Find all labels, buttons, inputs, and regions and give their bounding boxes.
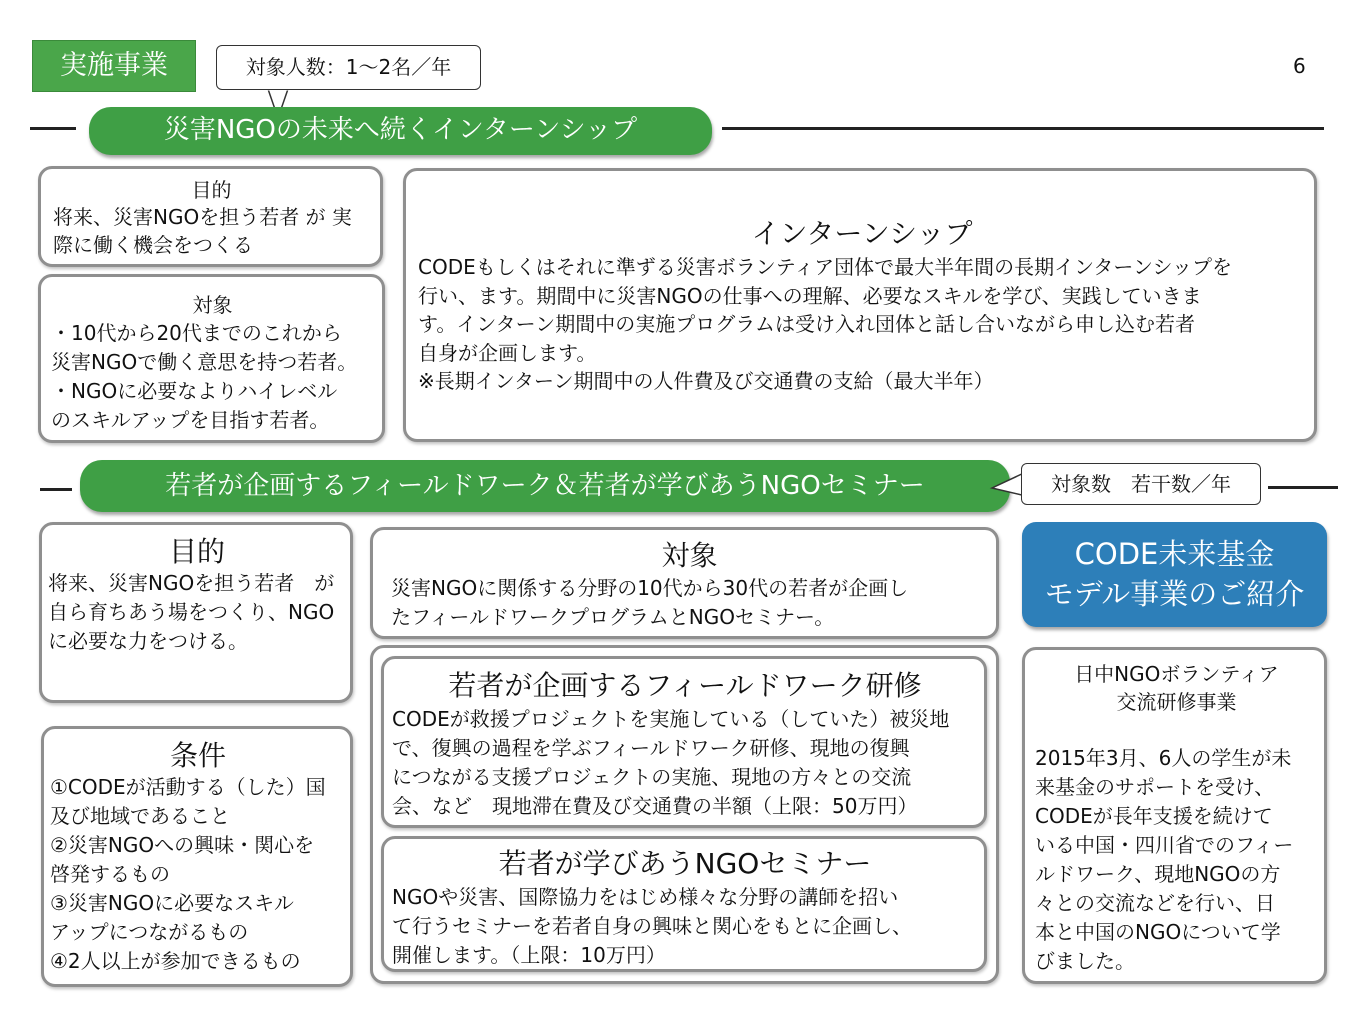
conditions-text: ①CODEが活動する（した）国 及び地域であること ②災害NGOへの興味・関心を 啓発するもの ③災害NGOに必要なスキル アップにつながるもの ④2人以上が参加できるもの	[50, 775, 326, 973]
internship-main-title: インターンシップ	[751, 217, 973, 250]
fieldwork-target-box	[370, 527, 999, 639]
internship-target-text: ・10代から20代までのこれから 災害NGOで働く意思を持つ若者。 ・NGOに必要なよりハイレベル のスキルアップを目指す若者。	[51, 321, 358, 432]
model-project-box	[1022, 647, 1327, 984]
model-project-title: 日中NGOボランティア 交流研修事業	[1074, 662, 1279, 714]
internship-purpose-title: 目的	[191, 178, 232, 202]
internship-main-box	[403, 168, 1317, 442]
internship-banner: 災害NGOの未来へ続くインターンシップ	[89, 107, 712, 155]
page-number: 6	[1293, 54, 1306, 78]
internship-target-count: 対象人数：1～2名／年	[216, 45, 481, 90]
fieldwork-target-count: 対象数 若干数／年	[1021, 463, 1261, 505]
conditions-title: 条件	[169, 739, 226, 772]
internship-purpose-box	[38, 166, 383, 267]
fieldwork-target-title: 対象	[661, 539, 718, 572]
fieldwork-purpose-box	[39, 522, 353, 703]
seminar-text: NGOや災害、国際協力をはじめ様々な分野の講師を招い て行うセミナーを若者自身の興味と関心をもとに企画し、 開催します。（上限：10万円）	[392, 885, 912, 967]
fieldwork-purpose-text: 将来、災害NGOを担う若者 が 自ら育ちあう場をつくり、NGO に必要な力をつける。	[48, 571, 335, 653]
divider-right	[722, 127, 1324, 130]
fieldwork-purpose-title: 目的	[168, 535, 225, 568]
fieldwork-banner: 若者が企画するフィールドワーク＆若者が学びあうNGOセミナー	[80, 460, 1010, 512]
fieldwork-training-box	[381, 656, 987, 828]
internship-purpose-text: 将来、災害NGOを担う若者 が 実 際に働く機会をつくる	[53, 205, 352, 257]
section-tag: 実施事業	[32, 40, 196, 92]
seminar-title: 若者が学びあうNGOセミナー	[498, 847, 872, 880]
internship-target-box	[38, 274, 385, 443]
divider-left	[30, 127, 76, 130]
fieldwork-training-title: 若者が企画するフィールドワーク研修	[448, 669, 922, 702]
conditions-box	[41, 726, 353, 987]
internship-main-text: CODEもしくはそれに準ずる災害ボランティア団体で最大半年間の長期インターンシップを 行い、ます。期間中に災害NGOの仕事への理解、必要なスキルを学び、実践していきま す。インターン期間中の実施プログラムは受け入れ団体と話し合いながら申し込む若者 自身が企画します。 ※長期インターン期間中の人件費及び交通費の支給（最大半年）	[418, 255, 1233, 393]
model-project-badge: CODE未来基金 モデル事業のご紹介	[1022, 522, 1327, 627]
fieldwork-target-text: 災害NGOに関係する分野の10代から30代の若者が企画し たフィールドワークプログラムとNGOセミナー。	[391, 576, 909, 629]
divider-left-2	[40, 488, 72, 491]
seminar-box	[381, 836, 987, 972]
model-project-text: 2015年3月、6人の学生が未 来基金のサポートを受け、 CODEが長年支援を続けて いる中国・四川省でのフィー ルドワーク、現地NGOの方 々との交流などを行い、日 本と中国のNGOについて学 びました。	[1035, 746, 1294, 973]
fieldwork-training-text: CODEが救援プロジェクトを実施している（していた）被災地 で、復興の過程を学ぶフィールドワーク研修、現地の復興 につながる支援プロジェクトの実施、現地の方々との交流 会、など 現地滞在費及び交通費の半額（上限：50万円）	[392, 707, 950, 818]
divider-right-2	[1268, 486, 1338, 489]
internship-target-title: 対象	[192, 293, 233, 317]
